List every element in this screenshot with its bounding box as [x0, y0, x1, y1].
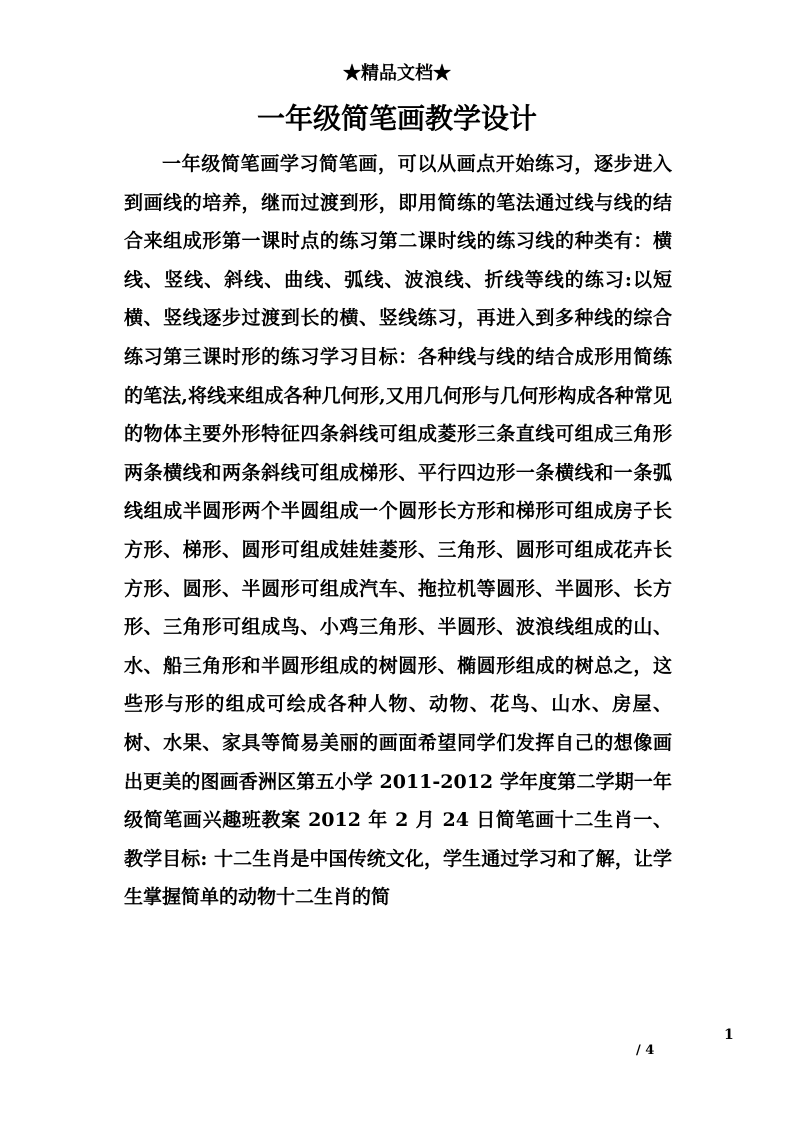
- document-body-paragraph: 一年级简笔画学习简笔画，可以从画点开始练习，逐步进入到画线的培养，继而过渡到形，即用简练的笔法通过线与线的结合来组成形第一课时点的练习第二课时线的练习线的种类有：横线、竖线、斜线、曲线、弧线、波浪线、折线等线的练习:以短横、竖线逐步过渡到长的横、竖线练习，再进入到多种线的综合练习第三课时形的练习学习目标：各种线与线的结合成形用简练的笔法,将线来组成各种几何形,又用几何形与几何形构成各种常见的物体主要外形特征四条斜线可组成菱形三条直线可组成三角形两条横线和两条斜线可组成梯形、平行四边形一条横线和一条弧线组成半圆形两个半圆组成一个圆形长方形和梯形可组成房子长方形、梯形、圆形可组成娃娃菱形、三角形、圆形可组成花卉长方形、圆形、半圆形可组成汽车、拖拉机等圆形、半圆形、长方形、三角形可组成鸟、小鸡三角形、半圆形、波浪线组成的山、水、船三角形和半圆形组成的树圆形、椭圆形组成的树总之，这些形与形的组成可绘成各种人物、动物、花鸟、山水、房屋、树、水果、家具等简易美丽的画面希望同学们发挥自己的想像画出更美的图画香洲区第五小学 2011-2012 学年度第二学期一年级简笔画兴趣班教案 2012 年 2 月 24 日简笔画十二生肖一、教学目标: 十二生肖是中国传统文化，学生通过学习和了解，让学生掌握简单的动物十二生肖的简: [124, 153, 672, 909]
- page-number: 1: [724, 1027, 734, 1043]
- page-total: / 4: [636, 1043, 655, 1058]
- document-header-banner: ★精品文档★: [343, 63, 451, 84]
- document-title: 一年级简笔画教学设计: [256, 102, 537, 135]
